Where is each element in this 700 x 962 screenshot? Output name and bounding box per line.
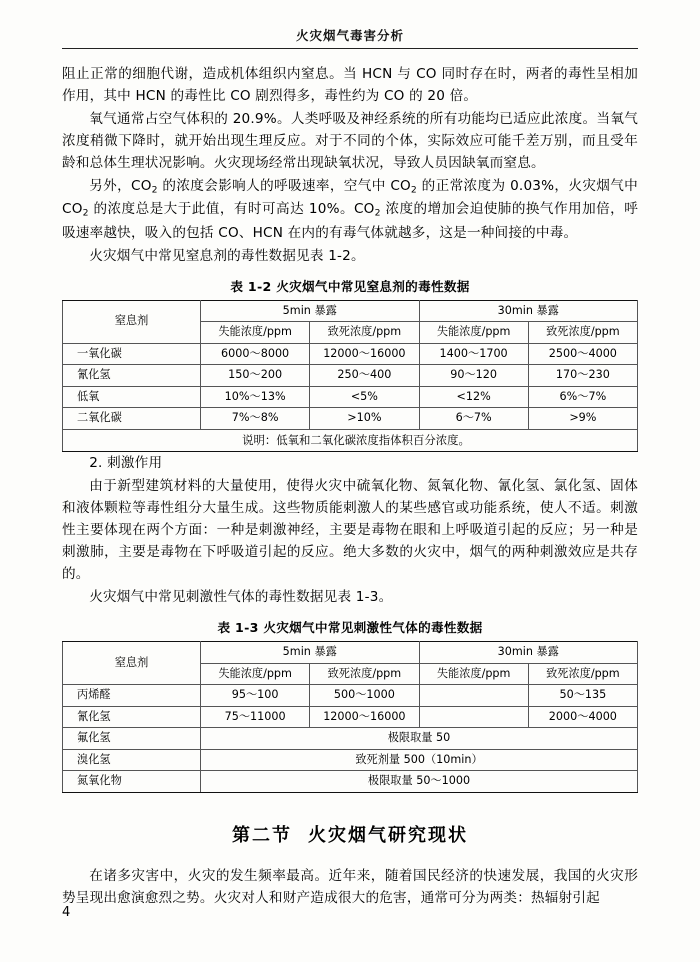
- row-label: 低氧: [63, 386, 201, 408]
- cell: >10%: [310, 408, 419, 430]
- page-number: 4: [62, 905, 71, 920]
- table-row: [63, 343, 638, 365]
- cell: [419, 685, 528, 707]
- section-heading: [62, 821, 638, 847]
- table-subheader: 失能浓度/ppm: [201, 663, 310, 685]
- cell: <12%: [419, 386, 528, 408]
- table-note: 说明：低氧和二氧化碳浓度指体积百分浓度。: [63, 430, 638, 452]
- row-label: 丙烯醛: [63, 685, 201, 707]
- cell: 2500～4000: [528, 343, 637, 365]
- table-subheader: 失能浓度/ppm: [419, 322, 528, 344]
- row-label: 氟化氢: [63, 728, 201, 750]
- table-row: [63, 749, 638, 771]
- cell: 95～100: [201, 685, 310, 707]
- table-col-label: 窒息剂: [63, 641, 201, 684]
- cell: [419, 706, 528, 728]
- section-title: 火灾烟气研究现状: [308, 824, 468, 846]
- cell: 10%～13%: [201, 386, 310, 408]
- cell: 150～200: [201, 365, 310, 387]
- paragraph-2: 氧气通常占空气体积的 20.9%。人类呼吸及神经系统的所有功能均已适应此浓度。当氧气浓度稍微下降时，就开始出现生理反应。对于不同的个体，实际效应可能千差万别，而且受年龄和总体生理状况影响。火灾现场经常出现缺氧状况，导致人员因缺氧而窒息。: [62, 111, 638, 172]
- row-label: 氮氧化物: [63, 771, 201, 793]
- table-subheader: 致死浓度/ppm: [528, 322, 637, 344]
- cell: 7%～8%: [201, 408, 310, 430]
- page-content: [62, 26, 638, 910]
- cell: 50～135: [528, 685, 637, 707]
- table-1-3-caption: 表 1-3 火灾烟气中常见刺激性气体的毒性数据: [217, 619, 483, 635]
- table-row: [63, 706, 638, 728]
- cell-span: 极限取量 50～1000: [201, 771, 638, 793]
- cell: 75～11000: [201, 706, 310, 728]
- header-rule: [62, 48, 638, 49]
- paragraph-6: 由于新型建筑材料的大量使用，使得火灾中硫氧化物、氮氧化物、氰化氢、氯化氢、固体和液体颗粒等毒性组分大量生成。这些物质能刺激人的某些感官或功能系统，使人不适。刺激性主要体现在两个方面：一种是刺激神经，主要是毒物在眼和上呼吸道引起的反应；另一种是刺激肺，主要是毒物在下呼吸道引起的反应。绝大多数的火灾中，烟气的两种刺激效应是共存的。: [62, 477, 638, 582]
- table-row: [63, 365, 638, 387]
- cell: 1400～1700: [419, 343, 528, 365]
- cell: 170～230: [528, 365, 637, 387]
- table-col-label: 窒息剂: [63, 300, 201, 343]
- table-row: [63, 771, 638, 793]
- table-1-2: [62, 300, 638, 452]
- row-label: 溴化氢: [63, 749, 201, 771]
- paragraph-8: 在诸多灾害中，火灾的发生频率最高。近年来，随着国民经济的快速发展，我国的火灾形势呈现出愈演愈烈之势。火灾对人和财产造成很大的危害，通常可分为两类：热辐射引起: [62, 867, 638, 906]
- table-group-30min: 30min 暴露: [419, 300, 638, 322]
- section-number: 第二节: [232, 824, 292, 846]
- table-subheader: 失能浓度/ppm: [419, 663, 528, 685]
- cell: 6%～7%: [528, 386, 637, 408]
- subheading-2: 2. 刺激作用: [89, 454, 163, 471]
- table-1-3: [62, 641, 638, 793]
- running-header: 火灾烟气毒害分析: [295, 28, 404, 43]
- table-row: [63, 408, 638, 430]
- cell-span: 致死剂量 500（10min）: [201, 749, 638, 771]
- paragraph-7: 火灾烟气中常见刺激性气体的毒性数据见表 1-3。: [89, 588, 393, 605]
- paragraph-3: 另外，$CO_2$ 的浓度会影响人的呼吸速率，空气中 $CO_2$ 的正常浓度为 0.03%，火灾烟气中 $CO_2$ 的浓度总是大于此值，有时可高达 10%。$CO_2$ 浓度的增加会迫使肺的换气作用加倍，呼吸速率越快，吸入的包括 CO、HCN 在内的有毒气体就越多，这是一种间接的中毒。: [62, 178, 638, 241]
- row-label: 一氧化碳: [63, 343, 201, 365]
- table-row: [63, 685, 638, 707]
- paragraph-1: 阻止正常的细胞代谢，造成机体组织内窒息。当 HCN 与 CO 同时存在时，两者的毒性呈相加作用，其中 HCN 的毒性比 CO 剧烈得多，毒性约为 CO 的 20 倍。: [62, 66, 638, 105]
- cell: 12000～16000: [310, 706, 419, 728]
- row-label: 氰化氢: [63, 706, 201, 728]
- table-1-2-caption: 表 1-2 火灾烟气中常见窒息剂的毒性数据: [230, 278, 470, 294]
- cell: >9%: [528, 408, 637, 430]
- cell-span: 极限取量 50: [201, 728, 638, 750]
- cell: 500～1000: [310, 685, 419, 707]
- table-subheader: 致死浓度/ppm: [310, 663, 419, 685]
- table-group-30min: 30min 暴露: [419, 641, 638, 663]
- table-subheader: 致死浓度/ppm: [528, 663, 637, 685]
- cell: 12000～16000: [310, 343, 419, 365]
- row-label: 氰化氢: [63, 365, 201, 387]
- cell: 6～7%: [419, 408, 528, 430]
- cell: 2000～4000: [528, 706, 637, 728]
- table-header-row: [63, 641, 638, 663]
- cell: 250～400: [310, 365, 419, 387]
- table-header-row: [63, 300, 638, 322]
- row-label: 二氧化碳: [63, 408, 201, 430]
- table-row: [63, 386, 638, 408]
- table-group-5min: 5min 暴露: [201, 300, 420, 322]
- paragraph-4: 火灾烟气中常见窒息剂的毒性数据见表 1-2。: [89, 247, 365, 264]
- cell: <5%: [310, 386, 419, 408]
- table-subheader: 致死浓度/ppm: [310, 322, 419, 344]
- table-group-5min: 5min 暴露: [201, 641, 420, 663]
- cell: 6000～8000: [201, 343, 310, 365]
- table-row: [63, 728, 638, 750]
- table-subheader: 失能浓度/ppm: [201, 322, 310, 344]
- cell: 90～120: [419, 365, 528, 387]
- table-note-row: [63, 430, 638, 452]
